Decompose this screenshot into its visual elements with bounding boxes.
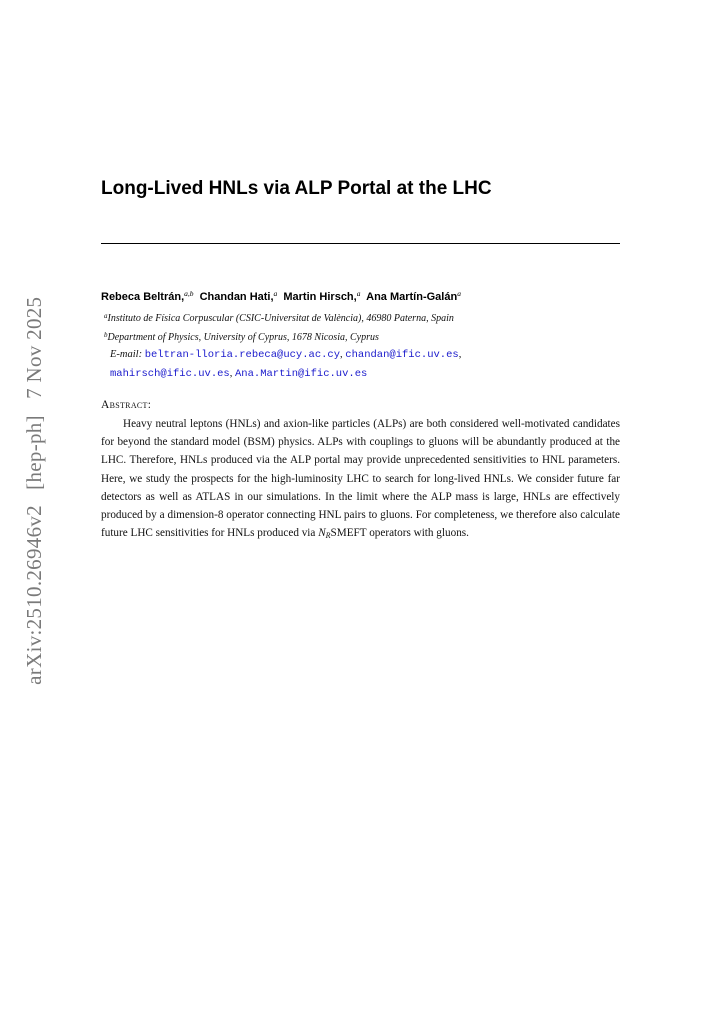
arxiv-id: arXiv:2510.26946v2 [22,505,46,685]
affiliation-mark: b [104,331,108,339]
email-link[interactable]: chandan@ific.uv.es [345,349,459,361]
affiliation-text: Instituto de Física Corpuscular (CSIC-Universitat de València), 46980 Paterna, Spain [107,313,454,324]
abstract-tail: SMEFT operators with gluons. [330,527,469,540]
email-separator: , [229,368,233,379]
abstract-text [101,415,620,545]
arxiv-category: [hep-ph] [22,414,46,490]
affiliation-mark: a [104,312,108,320]
abstract-symbol-subscript: R [325,531,331,541]
arxiv-identifier-stamp [22,297,47,695]
affiliation [104,312,624,324]
abstract-heading: Abstract: [101,399,152,411]
email-link[interactable]: Ana.Martin@ific.uv.es [234,368,368,380]
email-link[interactable]: beltran-lloria.rebeca@ucy.ac.cy [144,349,341,361]
title-divider [101,243,620,244]
arxiv-date: 7 Nov 2025 [22,297,46,400]
abstract-main: Heavy neutral leptons (HNLs) and axion-like particles (ALPs) are both considered well-motivated candidates for beyond the standard model (BSM) physics. ALPs with couplings to gluons will be abundantly produced at the LHC. Therefore, HNLs produced via the ALP portal may provide unprecedented sensitivities to HNL parameters. Here, we study the prospects for the high-luminosity LHC to search for long-lived HNLs. We consider future far detectors as well as ATLAS in our simulations. In the limit where the ALP mass is large, HNLs are effectively produced by a dimension-8 operator connecting HNL pairs to gluons. For completeness, we therefore also calculate future LHC sensitivities for HNLs produced via [101,418,620,540]
author-affil-mark: a [273,289,278,298]
email-label: E-mail: [110,349,143,360]
author-list [101,289,621,303]
abstract-symbol: N [318,527,326,540]
email-line [110,368,630,380]
author-affil-mark: a,b [184,289,194,298]
affiliation [104,331,624,343]
affiliation-text: Department of Physics, University of Cyprus, 1678 Nicosia, Cyprus [107,332,379,343]
author-name: Rebeca Beltrán, [101,291,185,303]
author-affil-mark: a [356,289,361,298]
paper-title: Long-Lived HNLs via ALP Portal at the LHC [101,178,492,199]
author-affil-mark: a [457,289,461,298]
email-separator: , [458,349,462,360]
email-line [110,349,630,361]
email-separator: , [340,349,343,360]
author-name: Ana Martín-Galán [366,291,458,303]
email-link[interactable]: mahirsch@ific.uv.es [110,368,230,380]
author-name: Chandan Hati, [199,291,274,303]
author-name: Martin Hirsch, [283,291,357,303]
